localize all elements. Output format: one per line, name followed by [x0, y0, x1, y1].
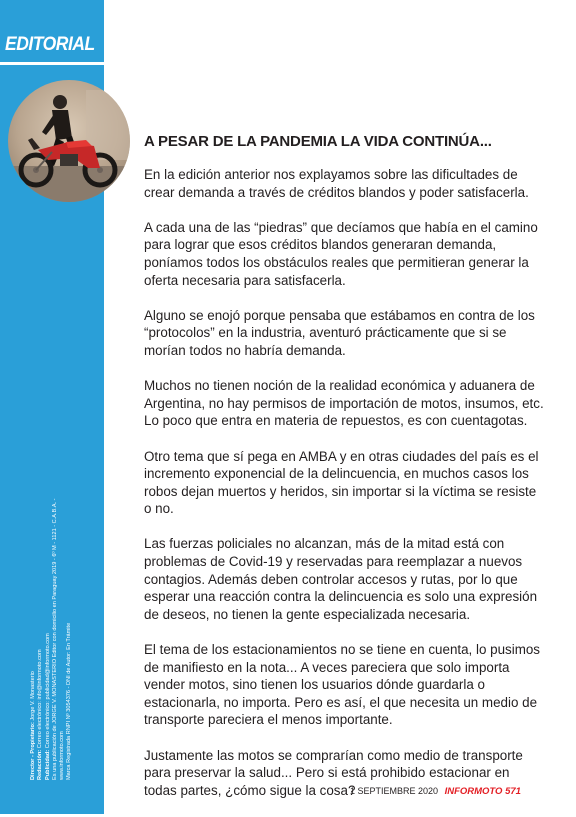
paragraph: Justamente las motos se comprarían como medio de transporte para preservar la salud... Pero si está prohibido estacionar en todas partes, ¿cómo sigue la cosa?	[144, 747, 523, 798]
paragraph: Las fuerzas policiales no alcanzan, más de la mitad está con problemas de Covid-19 y reservadas para reemplazar a nuevos contagios. Además deben controlar accesos y rutas, por lo que esperar una reacción contra la delincuencia es solo una expresión de deseos, no tienen la gente especializada necesaria.	[144, 536, 538, 622]
issue-date: 1 SEPTIEMBRE 2020	[350, 786, 439, 796]
masthead-credits	[30, 280, 100, 780]
credit-website: www.informoto.com	[59, 731, 66, 780]
paragraph: Otro tema que sí pega en AMBA y en otras ciudades del país es el incremento exponencial de la delincuencia, en muchos casos los robos dejan muertos y heridos, sin importar si la víctima se resiste o no.	[144, 448, 539, 517]
sidebar-divider	[0, 62, 104, 65]
credit-director: Director - Propietario: Jorge V. Monasterio	[30, 671, 36, 780]
paragraph: A cada una de las “piedras” que decíamos que había en el camino para lograr que esos créditos blandos generaran demanda, poníamos todos los obstáculos reales que permitieran generar la oferta necesaria para satisfacerla.	[144, 219, 538, 288]
credit-trademark: Marca Registrada RNPI Nº 3054376 - DNI de Autor: En Trámite	[66, 622, 73, 780]
article-title: A PESAR DE LA PANDEMIA LA VIDA CONTINÚA...	[144, 133, 492, 150]
paragraph: En la edición anterior nos explayamos sobre las dificultades de crear demanda a través de créditos blandos y poder satisfacerla.	[144, 167, 529, 200]
article-body	[144, 166, 544, 817]
paragraph: Muchos no tienen noción de la realidad económica y aduanera de Argentina, no hay permisos de importación de motos, insumos, etc. Lo poco que entra en materia de repuestos, es con cuentagotas.	[144, 378, 544, 429]
credit-publicidad: Publicidad: Correo electrónico: publicidad@informoto.com	[44, 633, 51, 780]
credit-publisher: Es una publicación de JORGE V. MONASTERIO Editor con domicilio en Paraguay 2019 - 6º M - 1121 - C.A.B.A. -	[51, 498, 58, 780]
paragraph: Alguno se enojó porque pensaba que estábamos en contra de los “protocolos” en la industria, aventuró prácticamente que si se morían todos no habría demanda.	[144, 307, 535, 358]
page-footer	[350, 786, 550, 797]
magazine-brand: INFORMOTO 571	[444, 786, 521, 797]
paragraph: El tema de los estacionamientos no se tiene en cuenta, lo pusimos de manifiesto en la nota... A veces pareciera que solo importa vender motos, sino tienen los usuarios dónde guardarla o estacionarla, no importa. Pero es así, el que necesita un medio de transporte pareciera el menos importante.	[144, 642, 540, 728]
credit-redaccion: Redacción: Correo electrónico: info@informoto.com	[37, 649, 44, 780]
section-label: EDITORIAL	[5, 34, 95, 55]
motorcycle-rider-photo	[8, 80, 130, 202]
